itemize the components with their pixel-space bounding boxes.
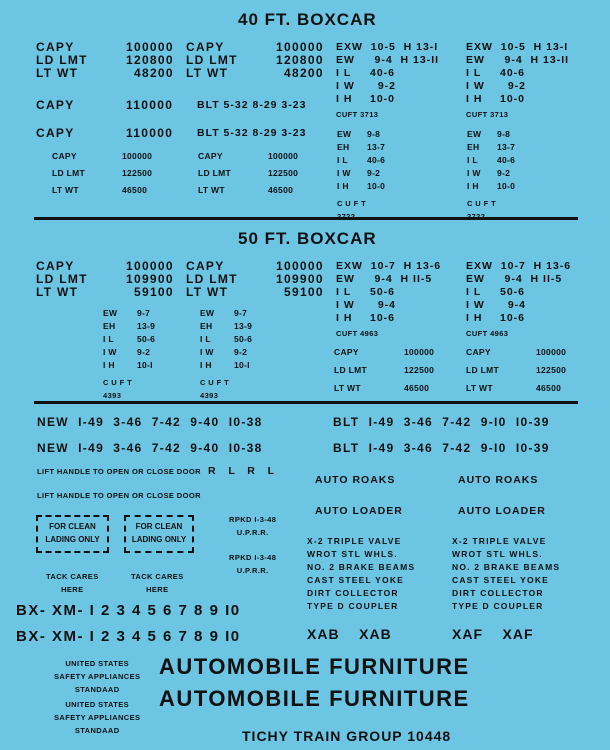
ltwt-label: LT WT — [186, 66, 229, 80]
eh-label: EH — [200, 321, 213, 331]
rpkd-stencil — [229, 551, 276, 577]
ih-value: 10-I — [234, 360, 250, 370]
ew-value: 9-4 — [374, 54, 393, 66]
footer-title: TICHY TRAIN GROUP 10448 — [242, 728, 452, 744]
ldlmt-label: LD LMT — [466, 365, 499, 375]
ew-value: 9-7 — [234, 308, 248, 318]
small-dimension-block — [200, 307, 252, 402]
ih-label: I H — [467, 181, 479, 191]
exw-value: 10-5 — [500, 41, 526, 53]
automobile-furniture-lettering: AUTOMOBILE FURNITURE — [159, 654, 470, 679]
ih-value: 10-I — [137, 360, 153, 370]
equipment-item: X-2 TRIPLE VALVE — [452, 536, 547, 546]
section-divider — [34, 217, 578, 220]
rpkd-stencil — [229, 513, 276, 539]
height-value: H 13-II — [400, 54, 440, 66]
ltwt-value: 46500 — [404, 383, 430, 393]
exw-value: 10-7 — [370, 260, 396, 272]
small-capacity-block — [466, 346, 566, 395]
door-rlrl-marks: R L R L — [208, 465, 276, 477]
height-value: H II-5 — [400, 273, 433, 285]
capy-value: 100000 — [404, 347, 435, 357]
here-text: HERE — [146, 585, 169, 594]
iw-value: 9-2 — [377, 80, 397, 92]
ew-label: EW — [337, 129, 352, 139]
ldlmt-label: LD LMT — [334, 365, 367, 375]
ew-label: EW — [336, 273, 355, 285]
standard-text: STANDAAD — [74, 726, 120, 735]
capy-label: CAPY — [36, 40, 75, 54]
equipment-item: DIRT COLLECTOR — [452, 588, 544, 598]
eh-value: 13-9 — [137, 321, 156, 331]
ew-value: 9-4 — [504, 54, 523, 66]
iw-label: I W — [466, 80, 485, 92]
eh-value: 13-7 — [367, 142, 386, 152]
ew-label: EW — [466, 273, 485, 285]
ldlmt-value: 109900 — [126, 272, 174, 286]
dimension-block — [466, 41, 569, 121]
ih-value: 10-6 — [500, 312, 526, 324]
ldlmt-label: LD LMT — [52, 168, 85, 178]
lift-handle-text: LIFT HANDLE TO OPEN OR CLOSE DOOR — [37, 467, 201, 476]
ew-value: 9-4 — [504, 273, 523, 285]
iw-label: I W — [467, 168, 481, 178]
safety-appliances-stencil — [54, 657, 140, 696]
ltwt-value: 46500 — [122, 185, 148, 195]
xaf-code: XAF XAF — [452, 626, 534, 642]
blt-date: BLT 5-32 8-29 3-23 — [197, 127, 307, 139]
capy-value: 100000 — [276, 40, 324, 54]
dimension-block — [336, 41, 439, 121]
ldlmt-label: LD LMT — [36, 53, 88, 67]
capy-value: 110000 — [126, 98, 174, 112]
capy-label: CAPY — [52, 151, 77, 161]
exw-label: EXW — [466, 260, 493, 272]
exw-value: 10-7 — [500, 260, 526, 272]
exw-label: EXW — [336, 41, 363, 53]
for-clean-lading-box — [124, 515, 194, 553]
car-number: BX- XM- I 2 3 4 5 6 7 8 9 I0 — [16, 628, 241, 645]
ew-label: EW — [200, 308, 215, 318]
ih-label: I H — [337, 181, 349, 191]
iw-value: 9-2 — [137, 347, 151, 357]
iw-value: 9-4 — [377, 299, 397, 311]
lading-only-text: LADING ONLY — [131, 535, 187, 544]
lading-only-text: LADING ONLY — [45, 535, 100, 544]
equipment-list — [307, 535, 415, 613]
iw-value: 9-2 — [497, 168, 511, 178]
capy-110-row — [36, 98, 173, 112]
tack-cares-text: TACK CARES — [131, 572, 184, 581]
cuft-value: 4393 — [200, 391, 219, 400]
height-value: H 13-I — [533, 41, 569, 53]
cuft-label: C U F T — [200, 378, 230, 387]
ldlmt-value: 122500 — [268, 168, 299, 178]
auto-roaks-label: AUTO ROAKS — [315, 474, 396, 486]
ltwt-value: 48200 — [134, 66, 174, 80]
capy-label: CAPY — [334, 347, 359, 357]
ih-label: I H — [466, 93, 483, 105]
ldlmt-value: 122500 — [404, 365, 435, 375]
safety-appliances-stencil — [54, 698, 140, 737]
ldlmt-label: LD LMT — [186, 53, 238, 67]
new-date-line: NEW I-49 3-46 7-42 9-40 I0-38 — [37, 415, 263, 429]
capy-label: CAPY — [186, 259, 225, 273]
iw-label: I W — [336, 299, 355, 311]
blt-date-line: BLT I-49 3-46 7-42 9-I0 I0-39 — [333, 415, 550, 429]
ldlmt-value: 122500 — [122, 168, 153, 178]
small-dimension-block — [467, 128, 515, 223]
equipment-item: TYPE D COUPLER — [307, 601, 399, 611]
dimension-block — [466, 260, 571, 340]
equipment-item: NO. 2 BRAKE BEAMS — [452, 562, 561, 572]
capy-label: CAPY — [466, 347, 491, 357]
new-date-line: NEW I-49 3-46 7-42 9-40 I0-38 — [37, 441, 263, 455]
small-dimension-block — [103, 307, 155, 402]
auto-loader-label: AUTO LOADER — [315, 505, 403, 517]
il-value: 40-6 — [370, 67, 396, 79]
here-text: HERE — [61, 585, 84, 594]
capy-label: CAPY — [186, 40, 225, 54]
il-value: 50-6 — [370, 286, 396, 298]
ew-value: 9-7 — [137, 308, 151, 318]
ldlmt-value: 120800 — [126, 53, 174, 67]
cuft-value: CUFT 3713 — [336, 110, 379, 119]
iw-value: 9-2 — [234, 347, 248, 357]
equipment-item: CAST STEEL YOKE — [452, 575, 550, 585]
ldlmt-label: LD LMT — [198, 168, 231, 178]
heading-50ft: 50 FT. BOXCAR — [238, 229, 377, 248]
ltwt-value: 46500 — [268, 185, 294, 195]
ldlmt-label: LD LMT — [36, 272, 88, 286]
ih-value: 10-6 — [370, 312, 396, 324]
equipment-item: NO. 2 BRAKE BEAMS — [307, 562, 416, 572]
equipment-item: WROT STL WHLS. — [452, 549, 543, 559]
ih-label: I H — [336, 312, 353, 324]
il-label: I L — [337, 155, 348, 165]
iw-value: 9-4 — [507, 299, 527, 311]
capy-label: CAPY — [36, 259, 75, 273]
il-value: 40-6 — [367, 155, 386, 165]
cuft-value: CUFT 4963 — [466, 329, 509, 338]
ew-label: EW — [466, 54, 485, 66]
equipment-item: X-2 TRIPLE VALVE — [307, 536, 402, 546]
ih-value: 10-0 — [370, 93, 396, 105]
ih-label: I H — [336, 93, 353, 105]
united-states-text: UNITED STATES — [65, 659, 130, 668]
equipment-item: TYPE D COUPLER — [452, 601, 544, 611]
capy-value: 100000 — [122, 151, 153, 161]
ew-label: EW — [103, 308, 118, 318]
il-label: I L — [200, 334, 211, 344]
eh-label: EH — [337, 142, 350, 152]
capacity-block — [186, 260, 324, 299]
safety-appliances-text: SAFETY APPLIANCES — [54, 713, 141, 722]
lift-handle-text: LIFT HANDLE TO OPEN OR CLOSE DOOR — [37, 491, 201, 500]
equipment-list — [452, 535, 560, 613]
height-value: H 13-I — [403, 41, 439, 53]
height-value: H 13-6 — [403, 260, 442, 272]
ltwt-label: LT WT — [466, 383, 493, 393]
safety-appliances-text: SAFETY APPLIANCES — [54, 672, 141, 681]
for-clean-text: FOR CLEAN — [135, 522, 183, 531]
equipment-item: CAST STEEL YOKE — [307, 575, 405, 585]
equipment-item: WROT STL WHLS. — [307, 549, 398, 559]
ldlmt-value: 109900 — [276, 272, 324, 286]
rpkd-road: U.P.R.R. — [236, 566, 269, 575]
il-value: 50-6 — [500, 286, 526, 298]
ih-value: 10-0 — [367, 181, 386, 191]
il-value: 40-6 — [497, 155, 516, 165]
iw-value: 9-2 — [367, 168, 381, 178]
eh-value: 13-9 — [234, 321, 253, 331]
ih-label: I H — [466, 312, 483, 324]
exw-label: EXW — [466, 41, 493, 53]
capacity-block — [36, 41, 174, 80]
cuft-value: 4393 — [103, 391, 122, 400]
ltwt-value: 59100 — [134, 285, 174, 299]
capy-value: 100000 — [126, 259, 174, 273]
ih-value: 10-0 — [497, 181, 516, 191]
ih-value: 10-0 — [500, 93, 526, 105]
ltwt-label: LT WT — [52, 185, 79, 195]
rpkd-date: RPKD I-3-48 — [229, 553, 277, 562]
capacity-block — [36, 260, 174, 299]
exw-value: 10-5 — [370, 41, 396, 53]
ew-label: EW — [336, 54, 355, 66]
section-divider — [34, 401, 578, 404]
iw-label: I W — [103, 347, 117, 357]
height-value: H 13-II — [530, 54, 570, 66]
xab-code: XAB XAB — [307, 626, 392, 642]
capy-value: 100000 — [276, 259, 324, 273]
ltwt-value: 59100 — [284, 285, 324, 299]
ew-label: EW — [467, 129, 482, 139]
il-label: I L — [336, 286, 352, 298]
ldlmt-label: LD LMT — [186, 272, 238, 286]
auto-loader-label: AUTO LOADER — [458, 505, 546, 517]
tack-cares-stencil — [46, 570, 99, 596]
ltwt-label: LT WT — [36, 66, 79, 80]
automobile-furniture-lettering: AUTOMOBILE FURNITURE — [159, 686, 470, 711]
capy-value: 100000 — [126, 40, 174, 54]
iw-value: 9-2 — [507, 80, 527, 92]
standard-text: STANDAAD — [74, 685, 120, 694]
ih-label: I H — [103, 360, 115, 370]
heading-40ft: 40 FT. BOXCAR — [238, 10, 377, 29]
united-states-text: UNITED STATES — [65, 700, 130, 709]
height-value: H 13-6 — [533, 260, 572, 272]
auto-roaks-label: AUTO ROAKS — [458, 474, 539, 486]
cuft-value: CUFT 3713 — [466, 110, 509, 119]
for-clean-text: FOR CLEAN — [49, 522, 96, 531]
ltwt-label: LT WT — [198, 185, 225, 195]
iw-label: I W — [337, 168, 351, 178]
cuft-value: CUFT 4963 — [336, 329, 379, 338]
capacity-block — [186, 41, 324, 80]
il-label: I L — [466, 67, 482, 79]
cuft-label: C U F T — [337, 199, 367, 208]
iw-label: I W — [466, 299, 485, 311]
eh-label: EH — [103, 321, 116, 331]
ltwt-label: LT WT — [334, 383, 361, 393]
il-label: I L — [336, 67, 352, 79]
iw-label: I W — [336, 80, 355, 92]
equipment-item: DIRT COLLECTOR — [307, 588, 399, 598]
ltwt-value: 46500 — [536, 383, 562, 393]
il-label: I L — [103, 334, 114, 344]
capy-110-row — [36, 126, 173, 140]
capy-value: 110000 — [126, 126, 174, 140]
capy-label: CAPY — [198, 151, 223, 161]
ew-value: 9-4 — [374, 273, 393, 285]
height-value: H II-5 — [530, 273, 563, 285]
ltwt-label: LT WT — [186, 285, 229, 299]
rpkd-road: U.P.R.R. — [236, 528, 269, 537]
il-value: 50-6 — [234, 334, 253, 344]
ltwt-value: 48200 — [284, 66, 324, 80]
capy-label: CAPY — [36, 126, 75, 140]
tack-cares-text: TACK CARES — [46, 572, 99, 581]
tack-cares-stencil — [131, 570, 184, 596]
ldlmt-value: 122500 — [536, 365, 567, 375]
il-value: 40-6 — [500, 67, 526, 79]
blt-date-line: BLT I-49 3-46 7-42 9-I0 I0-39 — [333, 441, 550, 455]
il-label: I L — [467, 155, 478, 165]
il-label: I L — [466, 286, 482, 298]
car-number: BX- XM- I 2 3 4 5 6 7 8 9 I0 — [16, 602, 241, 619]
eh-label: EH — [467, 142, 480, 152]
capy-value: 100000 — [268, 151, 299, 161]
small-dimension-block — [337, 128, 385, 223]
small-capacity-block — [198, 150, 298, 196]
ltwt-label: LT WT — [36, 285, 79, 299]
small-capacity-block — [334, 346, 434, 395]
exw-label: EXW — [336, 260, 363, 272]
dimension-block — [336, 260, 441, 340]
ldlmt-value: 120800 — [276, 53, 324, 67]
cuft-label: C U F T — [103, 378, 133, 387]
capy-value: 100000 — [536, 347, 567, 357]
for-clean-lading-box — [36, 515, 109, 553]
small-capacity-block — [52, 150, 152, 196]
eh-value: 13-7 — [497, 142, 516, 152]
ih-label: I H — [200, 360, 212, 370]
iw-label: I W — [200, 347, 214, 357]
blt-date: BLT 5-32 8-29 3-23 — [197, 99, 307, 111]
capy-label: CAPY — [36, 98, 75, 112]
ew-value: 9-8 — [367, 129, 381, 139]
rpkd-date: RPKD I-3-48 — [229, 515, 277, 524]
il-value: 50-6 — [137, 334, 156, 344]
ew-value: 9-8 — [497, 129, 511, 139]
cuft-label: C U F T — [467, 199, 497, 208]
